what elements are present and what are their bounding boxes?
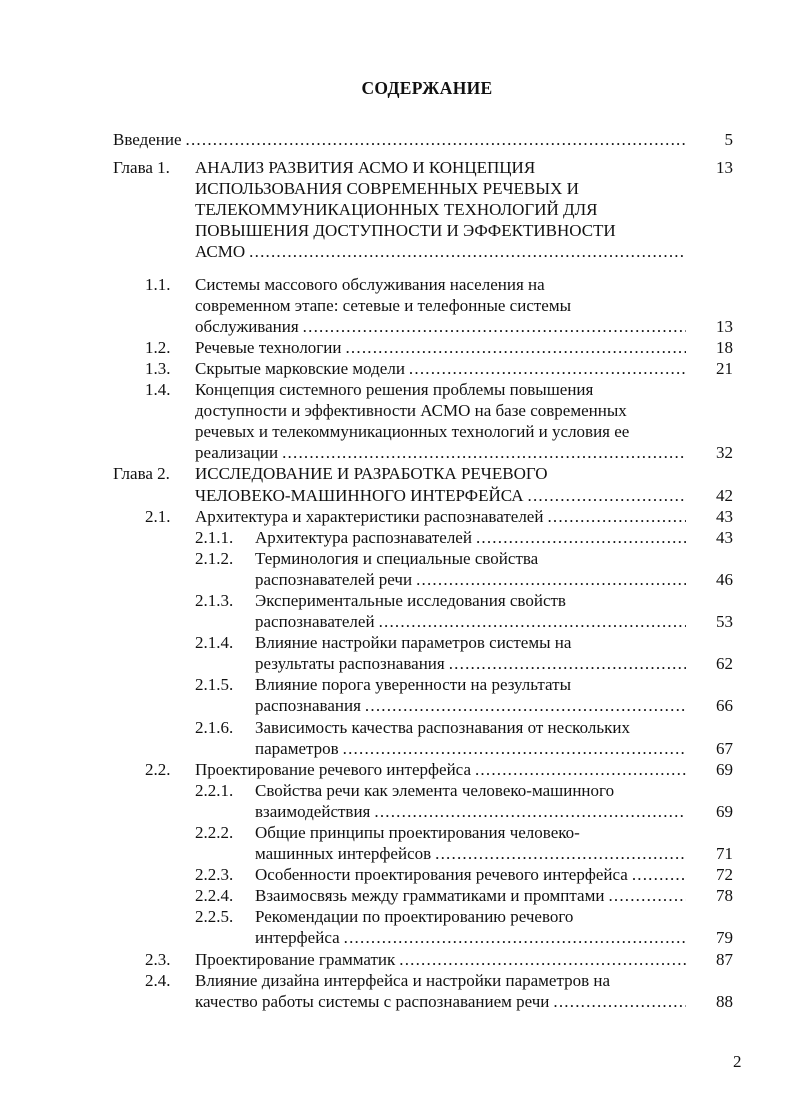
entry-title-line: результаты распознавания: [255, 654, 445, 674]
entry-title-line: ИСПОЛЬЗОВАНИЯ СОВРЕМЕННЫХ РЕЧЕВЫХ И: [195, 179, 579, 199]
dot-leader: [361, 695, 686, 716]
entry-page-number: 18: [716, 337, 733, 357]
entry-title-line: Системы массового обслуживания населения на: [195, 274, 545, 294]
table-of-contents: [113, 129, 734, 1012]
entry-number: 2.3.: [145, 949, 171, 969]
dot-leader: [524, 485, 686, 506]
entry-number: 2.2.1.: [195, 780, 234, 800]
entry-title-line: Особенности проектирования речевого интерфейса: [255, 865, 628, 885]
dot-leader: [405, 358, 686, 379]
entry-title-line: Скрытые марковские модели: [195, 358, 405, 378]
dot-leader: [472, 527, 686, 548]
entry-title-line: Взаимосвязь между грамматиками и промптами: [255, 886, 605, 906]
entry-number: 2.2.4.: [195, 886, 234, 906]
dot-leader: [628, 864, 686, 885]
entry-title-line: Концепция системного решения проблемы повышения: [195, 380, 594, 400]
entry-title-line: речевых и телекоммуникационных технологий и условия ее: [195, 422, 630, 442]
entry-title-line: доступности и эффективности АСМО на базе современных: [195, 401, 627, 421]
entry-title-line: Рекомендации по проектированию речевого: [255, 907, 574, 927]
dot-leader: [412, 569, 686, 590]
entry-page-number: 78: [716, 886, 733, 906]
entry-title-line: Архитектура распознавателей: [255, 527, 472, 547]
dot-leader: [543, 506, 686, 527]
dot-leader: [340, 927, 686, 948]
entry-number: Глава 1.: [113, 158, 170, 178]
page-number: 2: [733, 1052, 742, 1071]
entry-number: 2.1.2.: [195, 548, 234, 568]
entry-title-line: Проектирование грамматик: [195, 949, 396, 969]
dot-leader: [375, 611, 686, 632]
entry-page-number: 5: [724, 130, 733, 149]
entry-title-line: ПОВЫШЕНИЯ ДОСТУПНОСТИ И ЭФФЕКТИВНОСТИ: [195, 221, 616, 241]
dot-leader: [299, 316, 686, 337]
dot-leader: [604, 885, 686, 906]
entry-title-line: обслуживания: [195, 316, 299, 336]
entry-title-line: качество работы системы с распознаванием речи: [195, 991, 550, 1011]
entry-title-line: Влияние настройки параметров системы на: [255, 633, 572, 653]
toc-entry[interactable]: [113, 885, 734, 906]
entry-title-line: современном этапе: сетевые и телефонные системы: [195, 295, 572, 315]
entry-title-line: Зависимость качества распознавания от нескольких: [255, 717, 630, 737]
toc-entry[interactable]: [113, 527, 734, 548]
entry-page-number: 72: [716, 865, 733, 885]
entry-number: 2.1.4.: [195, 633, 234, 653]
entry-page-number: 13: [716, 158, 733, 178]
dot-leader: [431, 843, 686, 864]
entry-number: 1.4.: [145, 380, 171, 400]
entry-title-line: АСМО: [195, 242, 246, 262]
entry-title-line: Влияние дизайна интерфейса и настройки параметров на: [195, 970, 611, 990]
entry-page-number: 43: [716, 527, 733, 547]
toc-entry[interactable]: [113, 717, 734, 759]
toc-entry[interactable]: [113, 864, 734, 885]
entry-title-line: реализации: [195, 443, 279, 463]
entry-number: Введение: [113, 130, 182, 149]
toc-entry[interactable]: [113, 548, 734, 590]
entry-title-line: АНАЛИЗ РАЗВИТИЯ АСМО И КОНЦЕПЦИЯ: [195, 158, 536, 178]
toc-entry[interactable]: [113, 759, 734, 780]
dot-leader: [445, 653, 686, 674]
dot-leader: [549, 991, 686, 1012]
entry-page-number: 79: [716, 928, 733, 948]
toc-entry[interactable]: [113, 358, 734, 379]
entry-page-number: 62: [716, 654, 733, 674]
page-title: СОДЕРЖАНИЕ: [361, 78, 493, 98]
toc-entry[interactable]: [113, 274, 734, 337]
entry-title-line: параметров: [255, 738, 339, 758]
entry-page-number: 71: [716, 844, 733, 864]
entry-title-line: Влияние порога уверенности на результаты: [255, 675, 571, 695]
dot-leader: [370, 801, 686, 822]
toc-entry[interactable]: [113, 906, 734, 948]
entry-number: 2.1.1.: [195, 527, 234, 547]
toc-entry[interactable]: [113, 463, 734, 505]
dot-leader: [182, 129, 686, 150]
entry-number: 2.2.3.: [195, 865, 234, 885]
entry-page-number: 88: [716, 991, 733, 1011]
toc-entry[interactable]: [113, 506, 734, 527]
dot-leader: [471, 759, 686, 780]
toc-entry[interactable]: [113, 157, 734, 262]
entry-page-number: 66: [716, 696, 733, 716]
entry-title-line: машинных интерфейсов: [255, 844, 432, 864]
entry-number: 2.1.6.: [195, 717, 234, 737]
entry-title-line: распознавания: [255, 696, 361, 716]
entry-page-number: 13: [716, 316, 733, 336]
entry-page-number: 32: [716, 443, 733, 463]
toc-entry[interactable]: [113, 780, 734, 822]
dot-leader: [278, 442, 686, 463]
entry-number: 2.2.5.: [195, 907, 234, 927]
toc-entry[interactable]: [113, 632, 734, 674]
entry-number: 2.1.3.: [195, 590, 234, 610]
dot-leader: [395, 949, 686, 970]
entry-number: 2.2.2.: [195, 823, 234, 842]
entry-page-number: 21: [716, 358, 733, 378]
entry-title-line: Экспериментальные исследования свойств: [255, 590, 566, 610]
entry-page-number: 43: [716, 506, 733, 526]
dot-leader: [245, 241, 686, 262]
entry-page-number: 69: [716, 759, 733, 779]
entry-title-line: взаимодействия: [255, 801, 371, 821]
toc-entry[interactable]: [113, 970, 734, 1012]
toc-entry[interactable]: [113, 590, 734, 632]
entry-number: 1.2.: [145, 337, 171, 357]
entry-page-number: 67: [716, 738, 733, 758]
toc-entry[interactable]: [113, 129, 734, 150]
entry-title-line: интерфейса: [255, 928, 340, 948]
dot-leader: [339, 738, 686, 759]
entry-number: 2.2.: [145, 759, 171, 779]
entry-page-number: 87: [716, 949, 733, 969]
entry-title-line: распознавателей: [255, 612, 375, 632]
entry-title-line: распознавателей речи: [255, 569, 413, 589]
toc-entry[interactable]: [113, 949, 734, 970]
entry-page-number: 53: [716, 612, 733, 632]
entry-title-line: ИССЛЕДОВАНИЕ И РАЗРАБОТКА РЕЧЕВОГО: [195, 464, 548, 484]
entry-title-line: ЧЕЛОВЕКО-МАШИННОГО ИНТЕРФЕЙСА: [195, 485, 524, 505]
entry-number: 1.3.: [145, 358, 171, 378]
entry-number: 2.1.5.: [195, 675, 234, 695]
entry-page-number: 69: [716, 801, 733, 821]
entry-title-line: Проектирование речевого интерфейса: [195, 759, 471, 779]
entry-title-line: ТЕЛЕКОММУНИКАЦИОННЫХ ТЕХНОЛОГИЙ ДЛЯ: [195, 200, 598, 220]
entry-page-number: 46: [716, 569, 733, 589]
entry-number: Глава 2.: [113, 464, 170, 484]
entry-title-line: Архитектура и характеристики распознавателей: [195, 506, 544, 526]
toc-entry[interactable]: [113, 822, 734, 864]
toc-entry[interactable]: [113, 379, 734, 463]
entry-number: 1.1.: [145, 274, 171, 294]
entry-title-line: Речевые технологии: [195, 337, 342, 357]
dot-leader: [341, 337, 686, 358]
entry-number: 2.4.: [145, 970, 171, 990]
entry-number: 2.1.: [145, 506, 171, 526]
entry-title-line: Общие принципы проектирования человеко-: [255, 823, 580, 842]
toc-entry[interactable]: [113, 674, 734, 716]
toc-entry[interactable]: [113, 337, 734, 358]
entry-title-line: Свойства речи как элемента человеко-машинного: [255, 780, 615, 800]
entry-title-line: Терминология и специальные свойства: [255, 548, 539, 568]
entry-page-number: 42: [716, 485, 733, 505]
